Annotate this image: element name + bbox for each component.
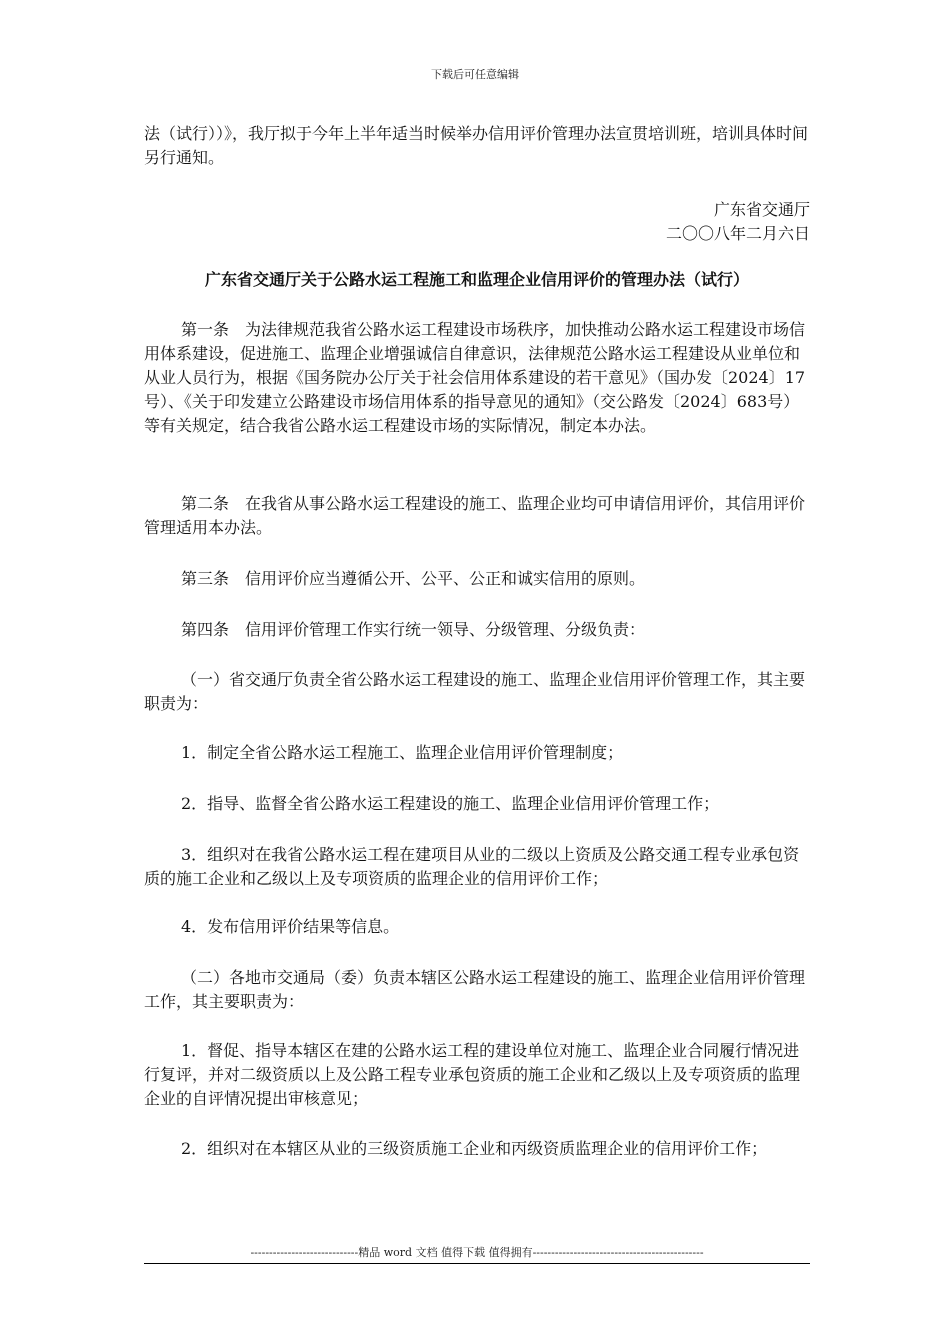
article-1: 第一条 为法律规范我省公路水运工程建设市场秩序，加快推动公路水运工程建设市场信用体系建设，促进施工、监理企业增强诚信自律意识，法律规范公路水运工程建设从业单位和从业人员行为，根据《国务院办公厅关于社会信用体系建设的若干意见》（国办发〔2024〕17号）、《关于印发建立公路建设市场信用体系的指导意见的通知》（交公路发〔2024〕683号）等有关规定，结合我省公路水运工程建设市场的实际情况，制定本办法。: [144, 320, 806, 435]
paragraph-continuation: 法（试行））》，我厅拟于今年上半年适当时候举办信用评价管理办法宣贯培训班，培训具体时间另行通知。: [144, 124, 809, 167]
section-2-item-2: 2．组织对在本辖区从业的三级资质施工企业和丙级资质监理企业的信用评价工作；: [181, 1139, 768, 1158]
section-1-item-2: 2．指导、监督全省公路水运工程建设的施工、监理企业信用评价管理工作；: [181, 794, 720, 813]
article-4: 第四条 信用评价管理工作实行统一领导、分级管理、分级负责：: [181, 620, 646, 639]
section-2-item-1: 1．督促、指导本辖区在建的公路水运工程的建设单位对施工、监理企业合同履行情况进行复评，并对二级资质以上及公路工程专业承包资质的施工企业和乙级以上及专项资质的监理企业的自评情况提出审核意见；: [144, 1041, 801, 1108]
section-1-item-4: 4．发布信用评价结果等信息。: [181, 917, 400, 936]
section-1: （一）省交通厅负责全省公路水运工程建设的施工、监理企业信用评价管理工作，其主要职责为：: [144, 670, 806, 713]
section-2: （二）各地市交通局（委）负责本辖区公路水运工程建设的施工、监理企业信用评价管理工作，其主要职责为：: [144, 968, 806, 1011]
section-1-item-1: 1．制定全省公路水运工程施工、监理企业信用评价管理制度；: [181, 743, 624, 762]
document-title: 广东省交通厅关于公路水运工程施工和监理企业信用评价的管理办法（试行）: [204, 270, 749, 289]
section-1-item-3: 3．组织对在我省公路水运工程在建项目从业的二级以上资质及公路交通工程专业承包资质的施工企业和乙级以上及专项资质的监理企业的信用评价工作；: [144, 845, 800, 888]
header-note: 下载后可任意编辑: [431, 68, 519, 81]
signature-organization: 广东省交通厅: [713, 200, 810, 219]
article-3: 第三条 信用评价应当遵循公开、公平、公正和诚实信用的原则。: [181, 569, 646, 588]
footer-banner: -----------------------------精品 word 文档 值得下载 值得拥有----------------------------------------------: [144, 1244, 810, 1264]
signature-date: 二〇〇八年二月六日: [665, 224, 810, 243]
article-2: 第二条 在我省从事公路水运工程建设的施工、监理企业均可申请信用评价，其信用评价管理适用本办法。: [144, 494, 806, 537]
